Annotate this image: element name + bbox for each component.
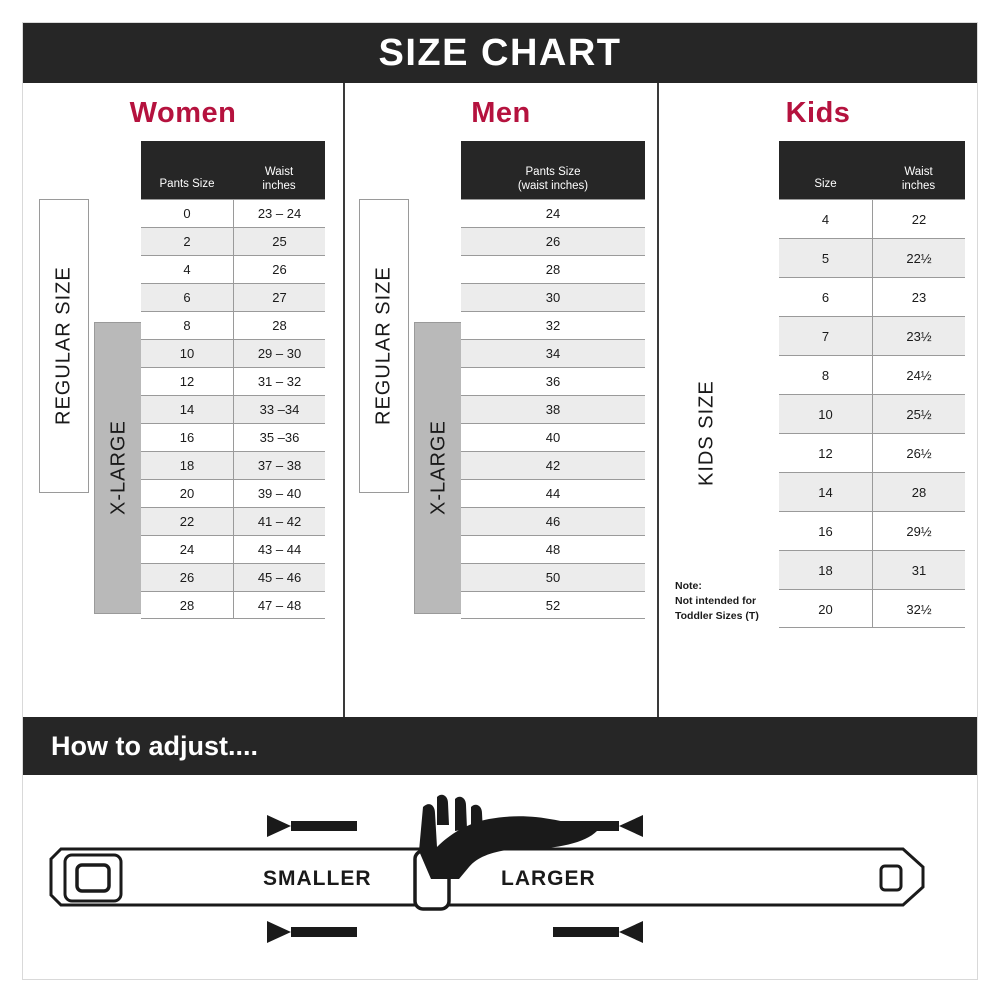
belt-adjust-diagram [23, 775, 977, 979]
kids-header-size: Size [814, 177, 837, 190]
men-xlarge-text: X-LARGE [427, 420, 450, 516]
cell-waist: 35 –36 [233, 423, 325, 451]
table-row [461, 227, 645, 255]
table-row [141, 199, 325, 227]
cell-waist: 33 –34 [233, 395, 325, 423]
table-row [141, 423, 325, 451]
kids-table [779, 141, 965, 628]
cell-size: 38 [461, 395, 645, 423]
cell-waist: 28 [872, 472, 965, 511]
cell-size: 24 [461, 199, 645, 227]
cell-size: 48 [461, 535, 645, 563]
women-xlarge-label [94, 322, 144, 614]
table-row [461, 255, 645, 283]
kids-note-line: Toddler Sizes (T) [675, 610, 759, 623]
kids-size-label [681, 333, 733, 533]
cell-waist: 22½ [872, 238, 965, 277]
table-row [461, 479, 645, 507]
cell-size: 30 [461, 283, 645, 311]
women-header-pants-size: Pants Size [159, 177, 215, 190]
howto-body [23, 775, 977, 979]
cell-size: 10 [141, 339, 233, 367]
table-row [141, 395, 325, 423]
title-bar [23, 23, 977, 83]
men-table-header [461, 141, 645, 199]
cell-size: 50 [461, 563, 645, 591]
cell-size: 20 [141, 479, 233, 507]
cell-waist: 26½ [872, 433, 965, 472]
table-row [141, 479, 325, 507]
cell-size: 16 [779, 511, 872, 550]
table-row [141, 451, 325, 479]
cell-size: 10 [779, 394, 872, 433]
cell-size: 24 [141, 535, 233, 563]
cell-size: 20 [779, 589, 872, 628]
cell-waist: 23 – 24 [233, 199, 325, 227]
kids-table-header [779, 141, 965, 199]
kids-header-waist: Waist inches [901, 165, 936, 192]
kids-size-text: KIDS SIZE [695, 380, 718, 486]
cell-size: 28 [461, 255, 645, 283]
column-men [343, 83, 659, 717]
table-row [779, 355, 965, 394]
table-row [779, 589, 965, 628]
cell-size: 0 [141, 199, 233, 227]
kids-note-line: Not intended for [675, 595, 757, 608]
table-row [779, 433, 965, 472]
table-row [141, 367, 325, 395]
cell-waist: 47 – 48 [233, 591, 325, 619]
table-row [779, 238, 965, 277]
cell-waist: 37 – 38 [233, 451, 325, 479]
cell-size: 40 [461, 423, 645, 451]
cell-waist: 25 [233, 227, 325, 255]
cell-size: 16 [141, 423, 233, 451]
table-row [779, 394, 965, 433]
table-row [461, 395, 645, 423]
size-columns [23, 83, 977, 718]
table-row [461, 311, 645, 339]
table-row [141, 283, 325, 311]
table-row [141, 255, 325, 283]
cell-size: 4 [779, 199, 872, 238]
women-regular-size-text: REGULAR SIZE [52, 266, 75, 426]
column-heading-kids: Kids [785, 97, 851, 129]
cell-size: 8 [779, 355, 872, 394]
cell-waist: 28 [233, 311, 325, 339]
cell-size: 26 [141, 563, 233, 591]
cell-waist: 27 [233, 283, 325, 311]
table-row [779, 472, 965, 511]
column-kids [659, 83, 977, 717]
cell-waist: 29½ [872, 511, 965, 550]
cell-size: 28 [141, 591, 233, 619]
cell-size: 26 [461, 227, 645, 255]
cell-size: 44 [461, 479, 645, 507]
adjust-smaller-label: SMALLER [263, 867, 372, 890]
cell-waist: 43 – 44 [233, 535, 325, 563]
kids-note-text [675, 580, 759, 622]
table-row [141, 591, 325, 619]
cell-waist: 24½ [872, 355, 965, 394]
men-xlarge-label [414, 322, 464, 614]
cell-waist: 45 – 46 [233, 563, 325, 591]
cell-size: 12 [141, 367, 233, 395]
table-row [141, 311, 325, 339]
cell-waist: 41 – 42 [233, 507, 325, 535]
adjust-larger-label: LARGER [501, 867, 596, 890]
cell-waist: 23½ [872, 316, 965, 355]
cell-size: 12 [779, 433, 872, 472]
table-row [779, 511, 965, 550]
cell-size: 14 [779, 472, 872, 511]
table-row [141, 339, 325, 367]
cell-waist: 22 [872, 199, 965, 238]
howto-title: How to adjust.... [51, 730, 258, 761]
cell-size: 42 [461, 451, 645, 479]
men-regular-size-text: REGULAR SIZE [372, 266, 395, 426]
page-title: SIZE CHART [378, 31, 622, 74]
table-row [141, 507, 325, 535]
cell-waist: 31 – 32 [233, 367, 325, 395]
cell-waist: 31 [872, 550, 965, 589]
cell-size: 46 [461, 507, 645, 535]
cell-size: 2 [141, 227, 233, 255]
women-table-header [141, 141, 325, 199]
chart-frame [22, 22, 978, 980]
table-row [779, 316, 965, 355]
women-xlarge-text: X-LARGE [107, 420, 130, 516]
women-table [141, 141, 325, 619]
table-row [461, 199, 645, 227]
table-row [461, 535, 645, 563]
table-row [141, 535, 325, 563]
kids-note-line: Note: [675, 580, 702, 592]
table-row [141, 227, 325, 255]
men-table [461, 141, 645, 619]
women-header-waist: Waist inches [262, 165, 296, 192]
men-rows [461, 199, 645, 619]
kids-rows [779, 199, 965, 628]
cell-waist: 25½ [872, 394, 965, 433]
cell-size: 34 [461, 339, 645, 367]
cell-waist: 29 – 30 [233, 339, 325, 367]
cell-waist: 32½ [872, 589, 965, 628]
howto-bar [23, 717, 977, 775]
women-rows [141, 199, 325, 619]
column-heading-women: Women [129, 97, 237, 129]
women-regular-size-label [39, 199, 89, 493]
cell-waist: 39 – 40 [233, 479, 325, 507]
table-row [779, 199, 965, 238]
cell-size: 6 [779, 277, 872, 316]
table-row [461, 283, 645, 311]
table-row [779, 550, 965, 589]
cell-waist: 23 [872, 277, 965, 316]
men-regular-size-label [359, 199, 409, 493]
table-row [461, 451, 645, 479]
table-row [461, 423, 645, 451]
table-row [779, 277, 965, 316]
column-heading-men: Men [471, 97, 531, 129]
table-row [461, 367, 645, 395]
cell-size: 7 [779, 316, 872, 355]
table-row [141, 563, 325, 591]
cell-size: 18 [779, 550, 872, 589]
cell-size: 14 [141, 395, 233, 423]
cell-size: 52 [461, 591, 645, 619]
men-header-pants-size: Pants Size (waist inches) [517, 165, 589, 192]
cell-size: 18 [141, 451, 233, 479]
cell-size: 4 [141, 255, 233, 283]
table-row [461, 591, 645, 619]
cell-size: 5 [779, 238, 872, 277]
column-women [23, 83, 343, 717]
table-row [461, 563, 645, 591]
table-row [461, 507, 645, 535]
cell-size: 32 [461, 311, 645, 339]
cell-size: 36 [461, 367, 645, 395]
cell-size: 22 [141, 507, 233, 535]
table-row [461, 339, 645, 367]
cell-size: 6 [141, 283, 233, 311]
cell-size: 8 [141, 311, 233, 339]
cell-waist: 26 [233, 255, 325, 283]
